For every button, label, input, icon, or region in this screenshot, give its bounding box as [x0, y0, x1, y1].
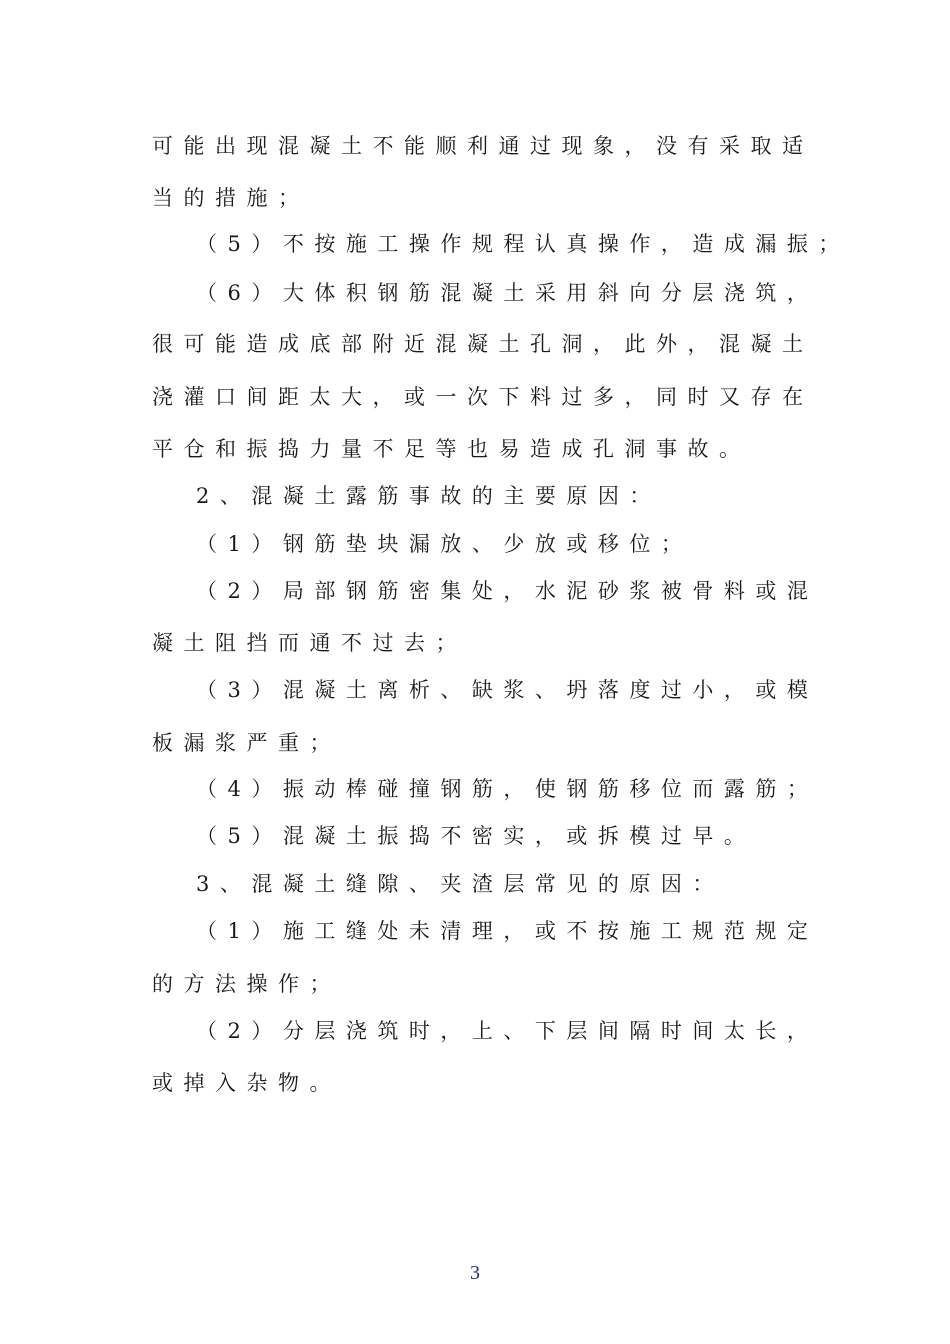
- text-line: 很可能造成底部附近混凝土孔洞，此外，混凝土: [152, 332, 814, 356]
- text-line: 或掉入杂物。: [152, 1071, 341, 1095]
- text-line: 当的措施；: [152, 186, 310, 210]
- text-line: （3）混凝土离析、缺浆、坍落度过小，或模: [196, 678, 819, 702]
- text-line: （1）钢筋垫块漏放、少放或移位；: [196, 532, 693, 556]
- text-line: （1）施工缝处未清理，或不按施工规范规定: [196, 919, 819, 943]
- text-line: （5）混凝土振捣不密实，或拆模过早。: [196, 824, 756, 848]
- text-line: （2）分层浇筑时，上、下层间隔时间太长，: [196, 1019, 819, 1043]
- text-line: （5）不按施工操作规程认真操作，造成漏振；: [196, 232, 850, 256]
- text-line: （6）大体积钢筋混凝土采用斜向分层浇筑，: [196, 281, 819, 305]
- section-heading: 3、混凝土缝隙、夹渣层常见的原因：: [196, 872, 724, 896]
- text-line: 板漏浆严重；: [152, 731, 341, 755]
- text-line: （4）振动棒碰撞钢筋，使钢筋移位而露筋；: [196, 777, 819, 801]
- page-number: 3: [470, 1262, 480, 1284]
- text-line: 平仓和振捣力量不足等也易造成孔洞事故。: [152, 437, 751, 461]
- text-line: （2）局部钢筋密集处，水泥砂浆被骨料或混: [196, 579, 819, 603]
- section-heading: 2、混凝土露筋事故的主要原因：: [196, 484, 661, 508]
- text-line: 可能出现混凝土不能顺利通过现象，没有采取适: [152, 134, 814, 158]
- text-line: 凝土阻挡而通不过去；: [152, 631, 467, 655]
- text-line: 浇灌口间距太大，或一次下料过多，同时又存在: [152, 385, 814, 409]
- text-line: 的方法操作；: [152, 972, 341, 996]
